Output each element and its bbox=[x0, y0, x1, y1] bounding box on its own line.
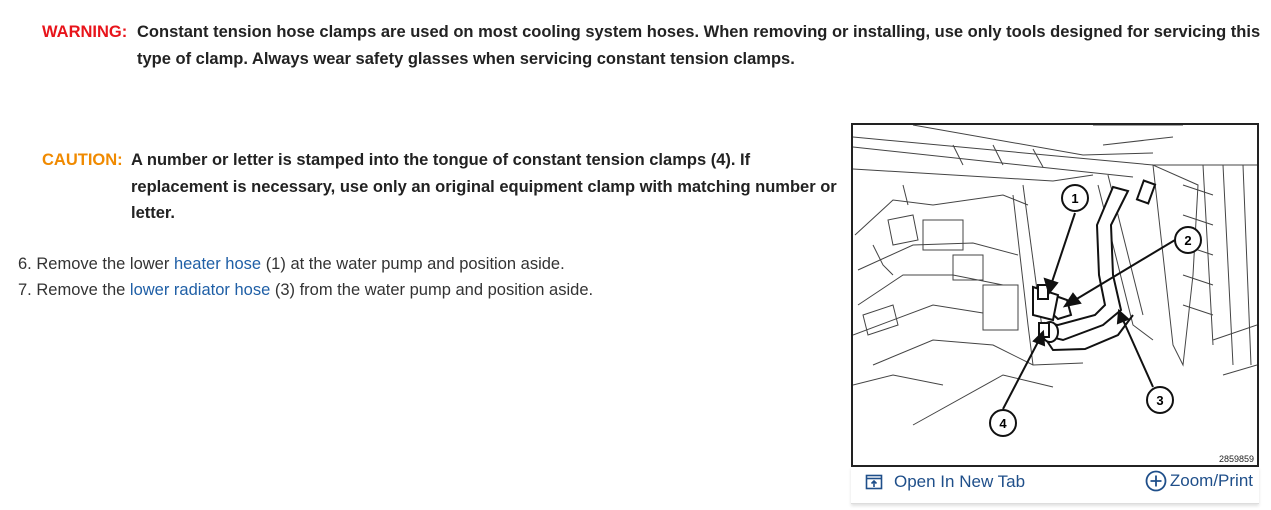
heater-hose-link[interactable]: heater hose bbox=[173, 255, 262, 273]
figure-id: 2859859 bbox=[1218, 454, 1254, 464]
engine-bay-illustration bbox=[853, 125, 1257, 465]
callout-leaders bbox=[1003, 213, 1175, 409]
callout-number: 2 bbox=[1184, 233, 1192, 248]
callout-3 bbox=[1147, 387, 1173, 413]
callout-2 bbox=[1175, 227, 1201, 253]
step-text: Remove the lower bbox=[36, 255, 170, 273]
hose-assembly bbox=[1033, 181, 1155, 350]
step-number: 6. bbox=[18, 255, 32, 273]
open-in-new-tab-button[interactable] bbox=[865, 472, 1025, 492]
zoom-print-label: Zoom/Print bbox=[1169, 471, 1253, 490]
step-text: (1) at the water pump and position aside. bbox=[265, 255, 565, 273]
caution-label: CAUTION: bbox=[42, 151, 123, 169]
callout-number: 1 bbox=[1071, 191, 1079, 206]
open-in-new-tab-icon bbox=[865, 473, 883, 491]
hose-diagram-figure[interactable] bbox=[851, 123, 1259, 467]
callout-number: 4 bbox=[999, 416, 1007, 431]
step-text: (3) from the water pump and position aside. bbox=[274, 281, 594, 299]
warning-text: Constant tension hose clamps are used on most cooling system hoses. When removing or installing, use only tools designed for servicing this type of clamp. Always wear safety glasses when servicing constant tension clamps. bbox=[137, 23, 1261, 68]
callout-1 bbox=[1062, 185, 1088, 211]
open-in-new-tab-label: Open In New Tab bbox=[894, 472, 1026, 491]
step-7 bbox=[18, 281, 593, 300]
step-number: 7. bbox=[18, 281, 32, 299]
lower-radiator-hose-link[interactable]: lower radiator hose bbox=[129, 281, 271, 299]
step-6 bbox=[18, 255, 565, 274]
figure-toolbar bbox=[851, 467, 1259, 504]
zoom-plus-icon bbox=[1145, 470, 1167, 492]
warning-label: WARNING: bbox=[42, 23, 128, 41]
step-text: Remove the bbox=[36, 281, 126, 299]
callout-4 bbox=[990, 410, 1016, 436]
zoom-print-button[interactable] bbox=[1145, 470, 1253, 492]
callout-number: 3 bbox=[1156, 393, 1164, 408]
caution-text: A number or letter is stamped into the tongue of constant tension clamps (4). If replacement is necessary, use only an original equipment clamp with matching number or letter. bbox=[131, 151, 837, 222]
